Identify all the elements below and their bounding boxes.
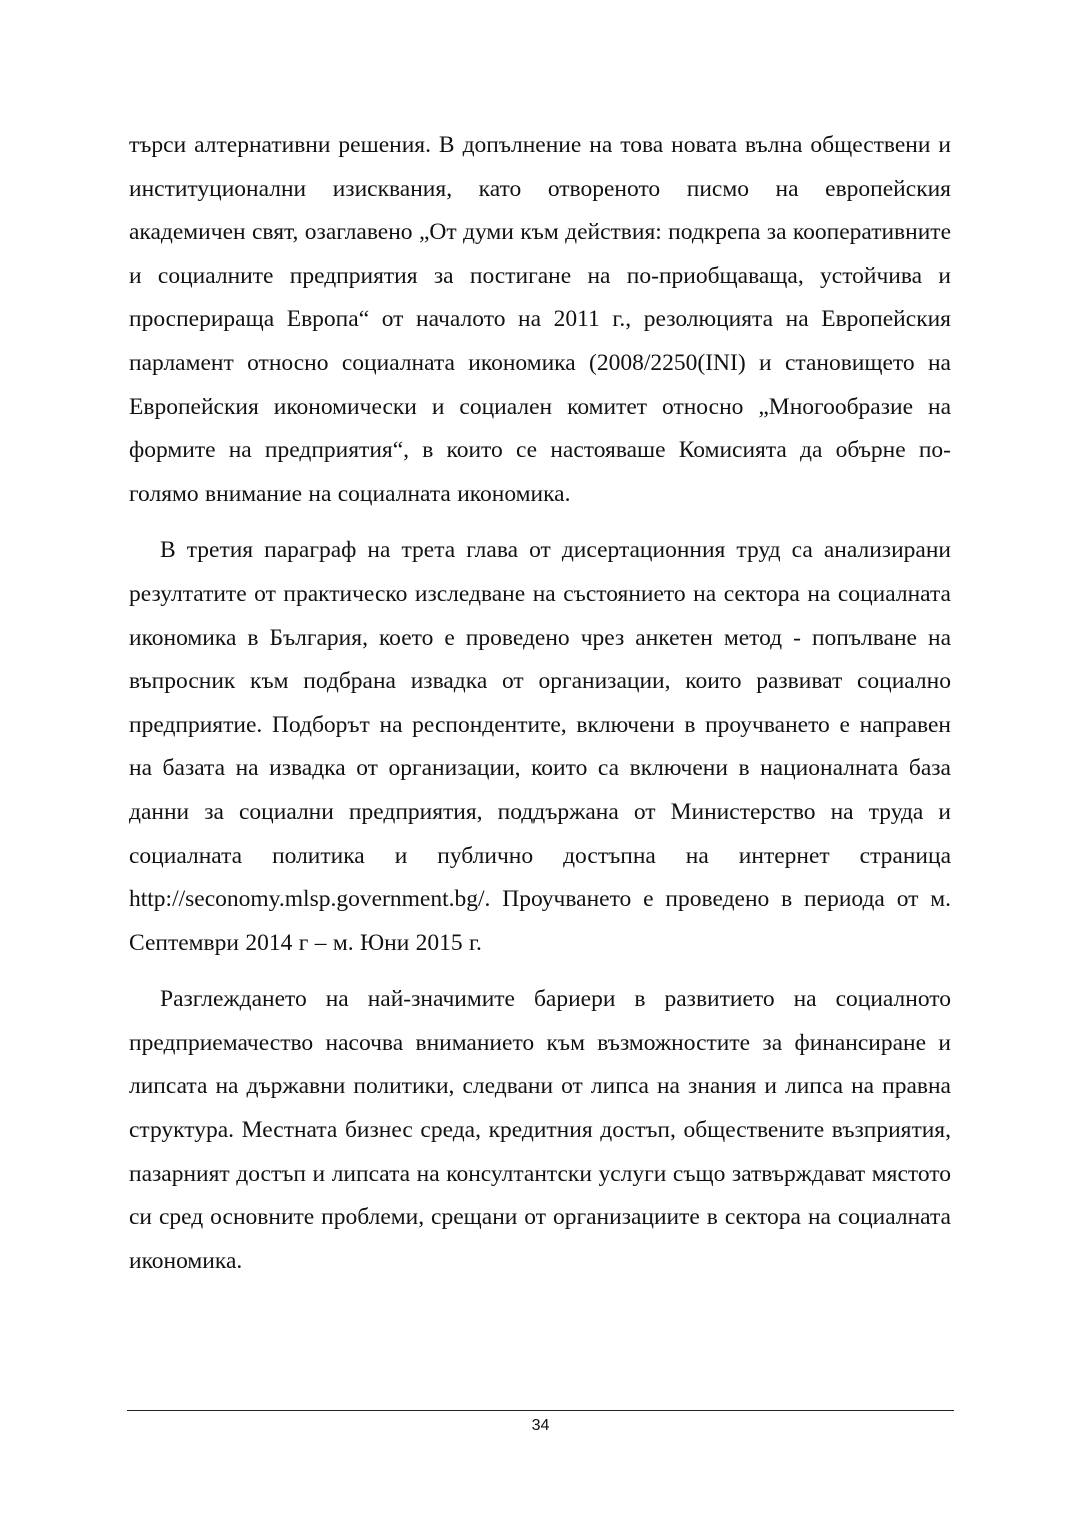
paragraph-third-section-survey: В третия параграф на трета глава от дисертационния труд са анализирани резултатите от практическо изследване на състоянието на сектора на социалната икономика в България, което е проведено чрез анкетен метод - попълване на въпросник към подбрана извадка от организации, които развиват социално предприятие. Подборът на респондентите, включени в проучването е направен на базата на извадка от организации, които са включени в националната база данни за социални предприятия, поддържана от Министерство на труда и социалната политика и публично достъпна на интернет страница http://seconomy.mlsp.government.bg/. Проучването е проведено в периода от м. Септември 2014 г – м. Юни 2015 г. xyxy=(129,537,951,956)
paragraph-continuation: търси алтернативни решения. В допълнение на това новата вълна обществени и институционални изисквания, като отвореното писмо на европейския академичен свят, озаглавено „От думи към действия: подкрепа за кооперативните и социалните предприятия за постигане на по-приобщаваща, устойчива и просперираща Европа“ от началото на 2011 г., резолюцията на Европейския парламент относно социалната икономика (2008/2250(INI) и становището на Европейския икономически и социален комитет относно „Многообразие на формите на предприятия“, в които се настояваше Комисията да обърне по-голямо внимание на социалната икономика. xyxy=(129,132,951,507)
footer-divider xyxy=(127,1410,954,1411)
paragraph-barriers: Разглеждането на най-значимите бариери в развитието на социалното предприемачество насочва вниманието към възможностите за финансиране и липсата на държавни политики, следвани от липса на знания и липса на правна структура. Местната бизнес среда, кредитния достъп, обществените възприятия, пазарният достъп и липсата на консултантски услуги също затвърждават мястото си сред основните проблеми, срещани от организациите в сектора на социалната икономика. xyxy=(129,986,951,1274)
page-body xyxy=(129,124,951,1283)
page-number: 34 xyxy=(531,1417,550,1434)
